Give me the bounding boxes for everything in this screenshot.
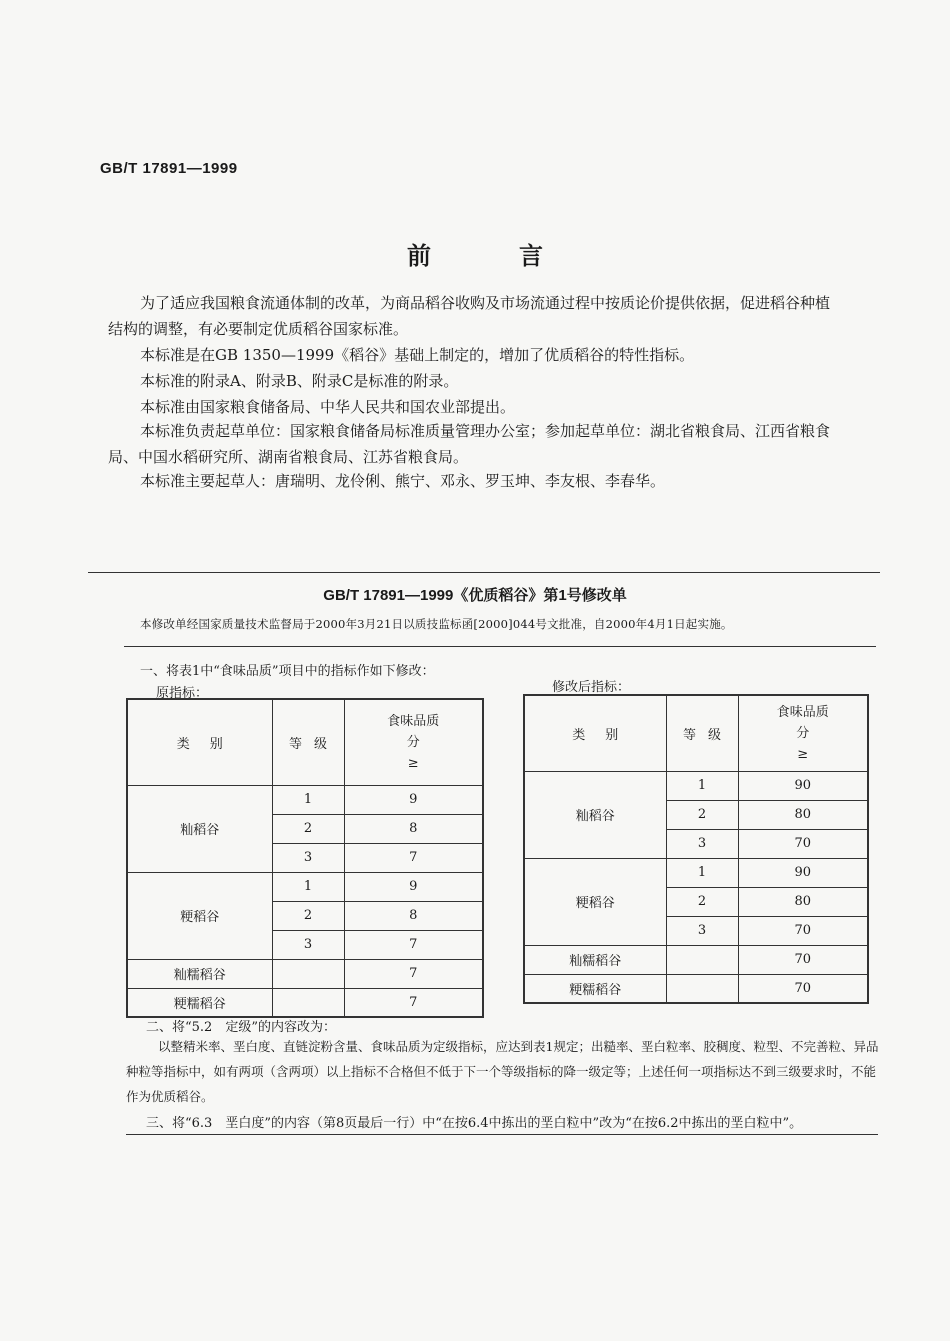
score-cell: 70 (738, 945, 868, 974)
header-score-symbol: ≥ (797, 746, 809, 762)
modified-score-table (523, 694, 869, 1004)
amendment-item-2-body: 以整精米率、垩白度、直链淀粉含量、食味品质为定级指标，应达到表1规定；出糙率、垩白粒率、胶稠度、粒型、不完善粒、异品种粒等指标中，如有两项（含两项）以上指标不合格但不低于下一个等级指标的降一级定等；上述任何一项指标达不到三级要求时，不能作为优质稻谷。 (126, 1039, 879, 1104)
score-cell: 9 (344, 785, 483, 814)
score-cell: 70 (738, 829, 868, 858)
header-score (738, 695, 868, 771)
category-cell: 籼糯稻谷 (127, 959, 272, 988)
foreword-paragraph-1: 为了适应我国粮食流通体制的改革，为商品稻谷收购及市场流通过程中按质论价提供依据，促进稻谷种植结构的调整，有必要制定优质稻谷国家标准。 (108, 294, 831, 338)
score-cell: 70 (738, 974, 868, 1003)
level-cell: 1 (666, 858, 738, 887)
level-cell-empty (272, 988, 344, 1017)
level-cell: 2 (666, 887, 738, 916)
amendment-item-2-lead: 二、将“5.2 定级”的内容改为： (146, 1020, 336, 1035)
category-cell: 籼稻谷 (127, 785, 272, 872)
level-cell: 1 (666, 771, 738, 800)
foreword-paragraph-5: 本标准负责起草单位：国家粮食储备局标准质量管理办公室；参加起草单位：湖北省粮食局、江西省粮食局、中国水稻研究所、湖南省粮食局、江苏省粮食局。 (108, 422, 831, 466)
level-cell: 3 (666, 829, 738, 858)
level-cell-empty (272, 959, 344, 988)
category-cell: 粳糯稻谷 (127, 988, 272, 1017)
category-cell: 籼稻谷 (524, 771, 666, 858)
header-score-symbol: ≥ (407, 755, 419, 771)
amendment-title: GB/T 17891—1999《优质稻谷》第1号修改单 (323, 587, 627, 604)
amendment-item-3: 三、将“6.3 垩白度”的内容（第8页最后一行）中“在按6.4中拣出的垩白粒中”改为“在按6.2中拣出的垩白粒中”。 (146, 1116, 803, 1131)
foreword-paragraph-2: 本标准是在GB 1350—1999《稻谷》基础上制定的，增加了优质稻谷的特性指标。 (140, 346, 695, 364)
category-cell: 粳稻谷 (127, 872, 272, 959)
score-cell: 90 (738, 858, 868, 887)
original-score-table (126, 698, 484, 1018)
header-score (344, 699, 483, 785)
category-cell: 粳稻谷 (524, 858, 666, 945)
score-cell: 70 (738, 916, 868, 945)
level-cell: 3 (666, 916, 738, 945)
header-level: 等级 (666, 695, 738, 771)
score-cell: 90 (738, 771, 868, 800)
foreword-title: 前言 (407, 241, 631, 270)
level-cell: 3 (272, 843, 344, 872)
score-cell: 7 (344, 930, 483, 959)
original-label: 原指标： (156, 686, 209, 701)
level-cell: 1 (272, 872, 344, 901)
score-cell: 7 (344, 988, 483, 1017)
foreword-paragraph-3: 本标准的附录A、附录B、附录C是标准的附录。 (140, 372, 459, 390)
header-score-unit: 分 (796, 725, 810, 741)
level-cell: 1 (272, 785, 344, 814)
level-cell: 3 (272, 930, 344, 959)
header-category: 类别 (127, 699, 272, 785)
category-cell: 粳糯稻谷 (524, 974, 666, 1003)
score-cell: 80 (738, 800, 868, 829)
score-cell: 7 (344, 959, 483, 988)
score-cell: 80 (738, 887, 868, 916)
modified-label: 修改后指标： (552, 680, 631, 695)
level-cell: 2 (666, 800, 738, 829)
level-cell: 2 (272, 901, 344, 930)
score-cell: 8 (344, 814, 483, 843)
amendment-bottom-rule (126, 1134, 878, 1135)
header-score-unit: 分 (406, 734, 420, 750)
amendment-note-rule (124, 646, 876, 647)
header-category: 类别 (524, 695, 666, 771)
foreword-paragraph-6: 本标准主要起草人：唐瑞明、龙伶俐、熊宁、邓永、罗玉坤、李友根、李春华。 (140, 472, 666, 490)
header-score-name: 食味品质 (387, 713, 440, 729)
header-score-name: 食味品质 (776, 704, 829, 720)
score-cell: 9 (344, 872, 483, 901)
standard-code: GB/T 17891—1999 (100, 160, 238, 177)
level-cell-empty (666, 974, 738, 1003)
level-cell-empty (666, 945, 738, 974)
amendment-approval-note: 本修改单经国家质量技术监督局于2000年3月21日以质技监标函[2000]044号文批准，自2000年4月1日起实施。 (140, 617, 733, 631)
category-cell: 籼糯稻谷 (524, 945, 666, 974)
amendment-top-rule (88, 572, 880, 573)
score-cell: 7 (344, 843, 483, 872)
header-level: 等级 (272, 699, 344, 785)
level-cell: 2 (272, 814, 344, 843)
score-cell: 8 (344, 901, 483, 930)
amendment-item-1: 一、将表1中“食味品质”项目中的指标作如下修改： (140, 664, 435, 679)
foreword-paragraph-4: 本标准由国家粮食储备局、中华人民共和国农业部提出。 (140, 398, 516, 416)
